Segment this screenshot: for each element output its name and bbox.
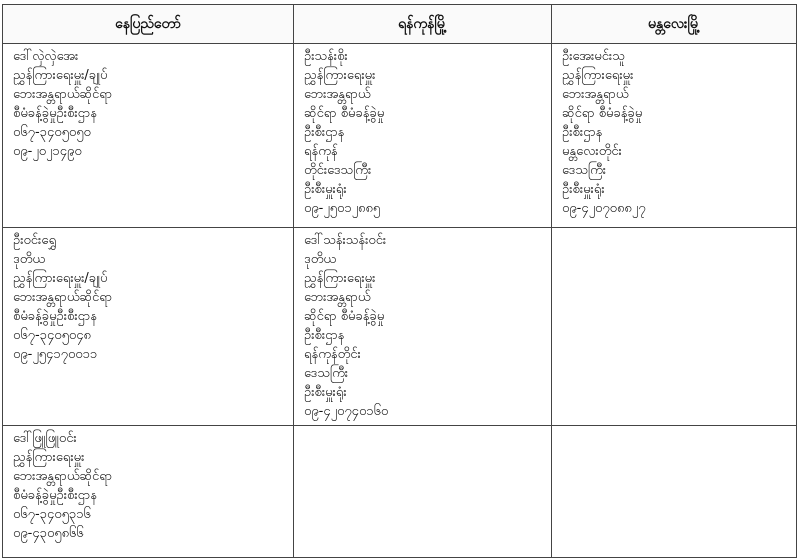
contact-line: ဦးစီးဌာန (304, 328, 345, 343)
contact-phone: ၀၉-၂၅၄၁၇၀၀၁၁ (13, 347, 98, 362)
contact-line: မန္တလေးတိုင်း (562, 144, 622, 159)
header-yangon: ရန်ကုန်မြို့ (294, 5, 552, 44)
contact-line: ရန်ကုန်တိုင်း (304, 347, 361, 362)
contact-phone: ၀၆၇-၃၄၀၅၃၁၆ (13, 507, 91, 522)
contact-phone: ၀၉-၂၅၀၁၂၈၈၅ (304, 201, 381, 216)
contact-line: ညွှန်ကြားရေးမှူး/ချုပ် (13, 271, 108, 286)
contact-line: ညွှန်ကြားရေးမှူး (13, 450, 85, 465)
contact-line: စီမံခန့်ခွဲမှုဦးစီးဌာန (13, 309, 97, 324)
contact-name: ဦးသန်းစိုး (304, 49, 348, 64)
contact-phone: ၀၉-၄၂၀၇၄၀၁၆၀ (304, 404, 389, 419)
contact-line: ညွှန်ကြားရေးမှူး (304, 68, 376, 83)
contact-cell (552, 44, 797, 228)
contact-name: ဒေါ်လှဲလှဲအေး (13, 49, 79, 64)
contact-name: ဒေါ်သန်းသန်းဝင်း (304, 233, 387, 248)
contact-line: ဦးစီးဌာန (562, 125, 603, 140)
table-row (3, 228, 797, 426)
contact-line: ဘေးအန္တရာယ် (304, 290, 371, 305)
contact-name: ဦးအေးမင်းသူ (562, 49, 625, 64)
contact-cell (294, 44, 552, 228)
contact-line: ဆိုင်ရာ စီမံခန့်ခွဲမှု (304, 106, 385, 121)
contact-line: ဘေးအန္တရာယ်ဆိုင်ရာ (13, 469, 113, 484)
empty-cell (294, 426, 552, 558)
contact-line: ဒုတိယ (13, 252, 46, 267)
header-naypyitaw: နေပြည်တော် (3, 5, 294, 44)
table-row (3, 44, 797, 228)
table-row (3, 426, 797, 558)
contacts-table (2, 4, 797, 558)
contact-line: ညွှန်ကြားရေးမှူး (304, 271, 376, 286)
contact-line: စီမံခန့်ခွဲမှုဦးစီးဌာန (13, 106, 97, 121)
empty-cell (552, 426, 797, 558)
contact-cell (3, 44, 294, 228)
contact-cell (3, 228, 294, 426)
contact-line: စီမံခန့်ခွဲမှုဦးစီးဌာန (13, 488, 97, 503)
contact-line: ဦးစီးမှူးရုံး (562, 182, 605, 197)
contact-line: ဆိုင်ရာ စီမံခန့်ခွဲမှု (304, 309, 385, 324)
contact-line: ဘေးအန္တရာယ်ဆိုင်ရာ (13, 290, 113, 305)
contact-cell (294, 228, 552, 426)
contact-phone: ၀၉-၄၂၀၇၀၈၈၂၇ (562, 201, 646, 216)
contact-line: ဒုတိယ (304, 252, 337, 267)
header-mandalay: မန္တလေးမြို့ (552, 5, 797, 44)
contact-line: ဘေးအန္တရာယ် (304, 87, 371, 102)
contact-line: ရန်ကုန် (304, 144, 338, 159)
contact-phone: ၀၆၇-၃၄၀၅၀၄၈ (13, 328, 91, 343)
contact-phone: ၀၉-၂၀၂၁၄၉၀ (13, 144, 82, 159)
contact-line: ဦးစီးမှူးရုံး (304, 385, 347, 400)
contact-phone: ၀၉-၄၃၀၅၈၆၆ (13, 526, 84, 541)
contact-line: ဦးစီးဌာန (304, 125, 345, 140)
header-row (3, 5, 797, 44)
contact-line: တိုင်းဒေသကြီး (304, 163, 372, 178)
contact-line: ဦးစီးမှူးရုံး (304, 182, 347, 197)
contact-cell (3, 426, 294, 558)
contact-line: ဒေသကြီး (562, 163, 607, 178)
contact-line: ဒေသကြီး (304, 366, 349, 381)
contact-line: ဘေးအန္တရာယ်ဆိုင်ရာ (13, 87, 113, 102)
contact-name: ဒေါ်ဖြူဖြူဝင်း (13, 431, 77, 446)
contact-name: ဦးဝင်းရွှေ (13, 233, 57, 248)
contact-line: ဘေးအန္တရာယ် (562, 87, 629, 102)
contact-line: ညွှန်ကြားရေးမှူး (562, 68, 634, 83)
empty-cell (552, 228, 797, 426)
contact-phone: ၀၆၇-၃၄၀၅၀၅၀ (13, 125, 91, 140)
contact-line: ဆိုင်ရာ စီမံခန့်ခွဲမှု (562, 106, 643, 121)
contact-line: ညွှန်ကြားရေးမှူး/ချုပ် (13, 68, 108, 83)
